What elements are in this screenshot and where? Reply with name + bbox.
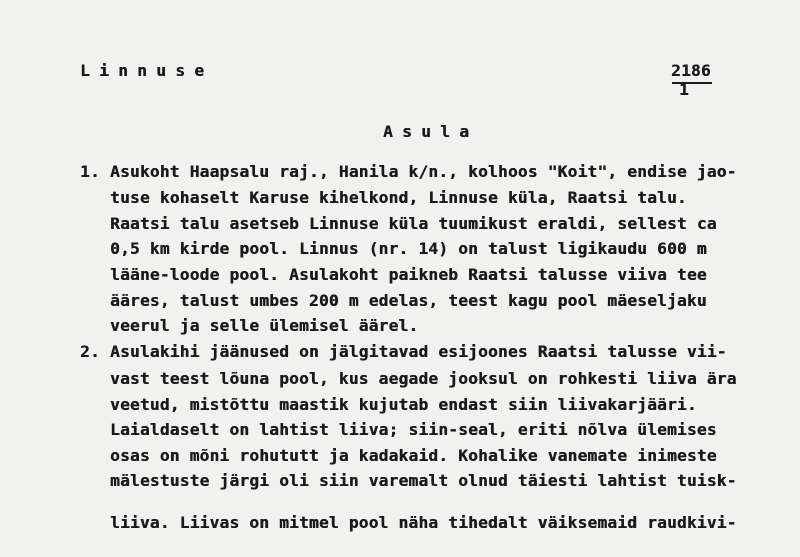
item-line: vast teest lõuna pool, kus aegade jooksul on rohkesti liiva ära: [110, 369, 737, 388]
item-line: liiva. Liivas on mitmel pool näha tihedalt väiksemaid raudkivi-: [110, 513, 737, 532]
item-line: mälestuste järgi oli siin varemalt olnud täiesti lahtist tuisk-: [110, 471, 737, 490]
item-line: veerul ja selle ülemisel äärel.: [110, 316, 419, 335]
item-line: 0,5 km kirde pool. Linnus (nr. 14) on talust ligikaudu 600 m: [110, 239, 707, 258]
item-line: Raatsi talu asetseb Linnuse küla tuumikust eraldi, sellest ca: [110, 214, 717, 233]
item-marker: 1.: [80, 162, 100, 181]
item-line: Laialdaselt on lahtist liiva; siin-seal, eriti nõlva ülemises: [110, 420, 717, 439]
item-line: veetud, mistõttu maastik kujutab endast siin liivakarjääri.: [110, 395, 697, 414]
item-line: lääne-loode pool. Asulakoht paikneb Raatsi talusse viiva tee: [110, 265, 707, 284]
item-line: ääres, talust umbes 200 m edelas, teest kagu pool mäeseljaku: [110, 291, 707, 310]
item-line: Asulakihi jäänused on jälgitavad esijoones Raatsi talusse vii-: [110, 342, 727, 361]
item-line: Asukoht Haapsalu raj., Hanila k/n., kolhoos "Koit", endise jao-: [110, 162, 737, 181]
catalog-number-bottom: 1: [679, 80, 689, 99]
item-marker: 2.: [80, 342, 100, 361]
catalog-number-rule: [672, 82, 712, 84]
section-heading: Asula: [383, 122, 479, 141]
catalog-number-top: 2186: [671, 61, 711, 80]
item-line: tuse kohaselt Karuse kihelkond, Linnuse küla, Raatsi talu.: [110, 188, 687, 207]
location-title: Linnuse: [80, 61, 214, 80]
item-line: osas on mõni rohututt ja kadakaid. Kohalike vanemate inimeste: [110, 446, 717, 465]
